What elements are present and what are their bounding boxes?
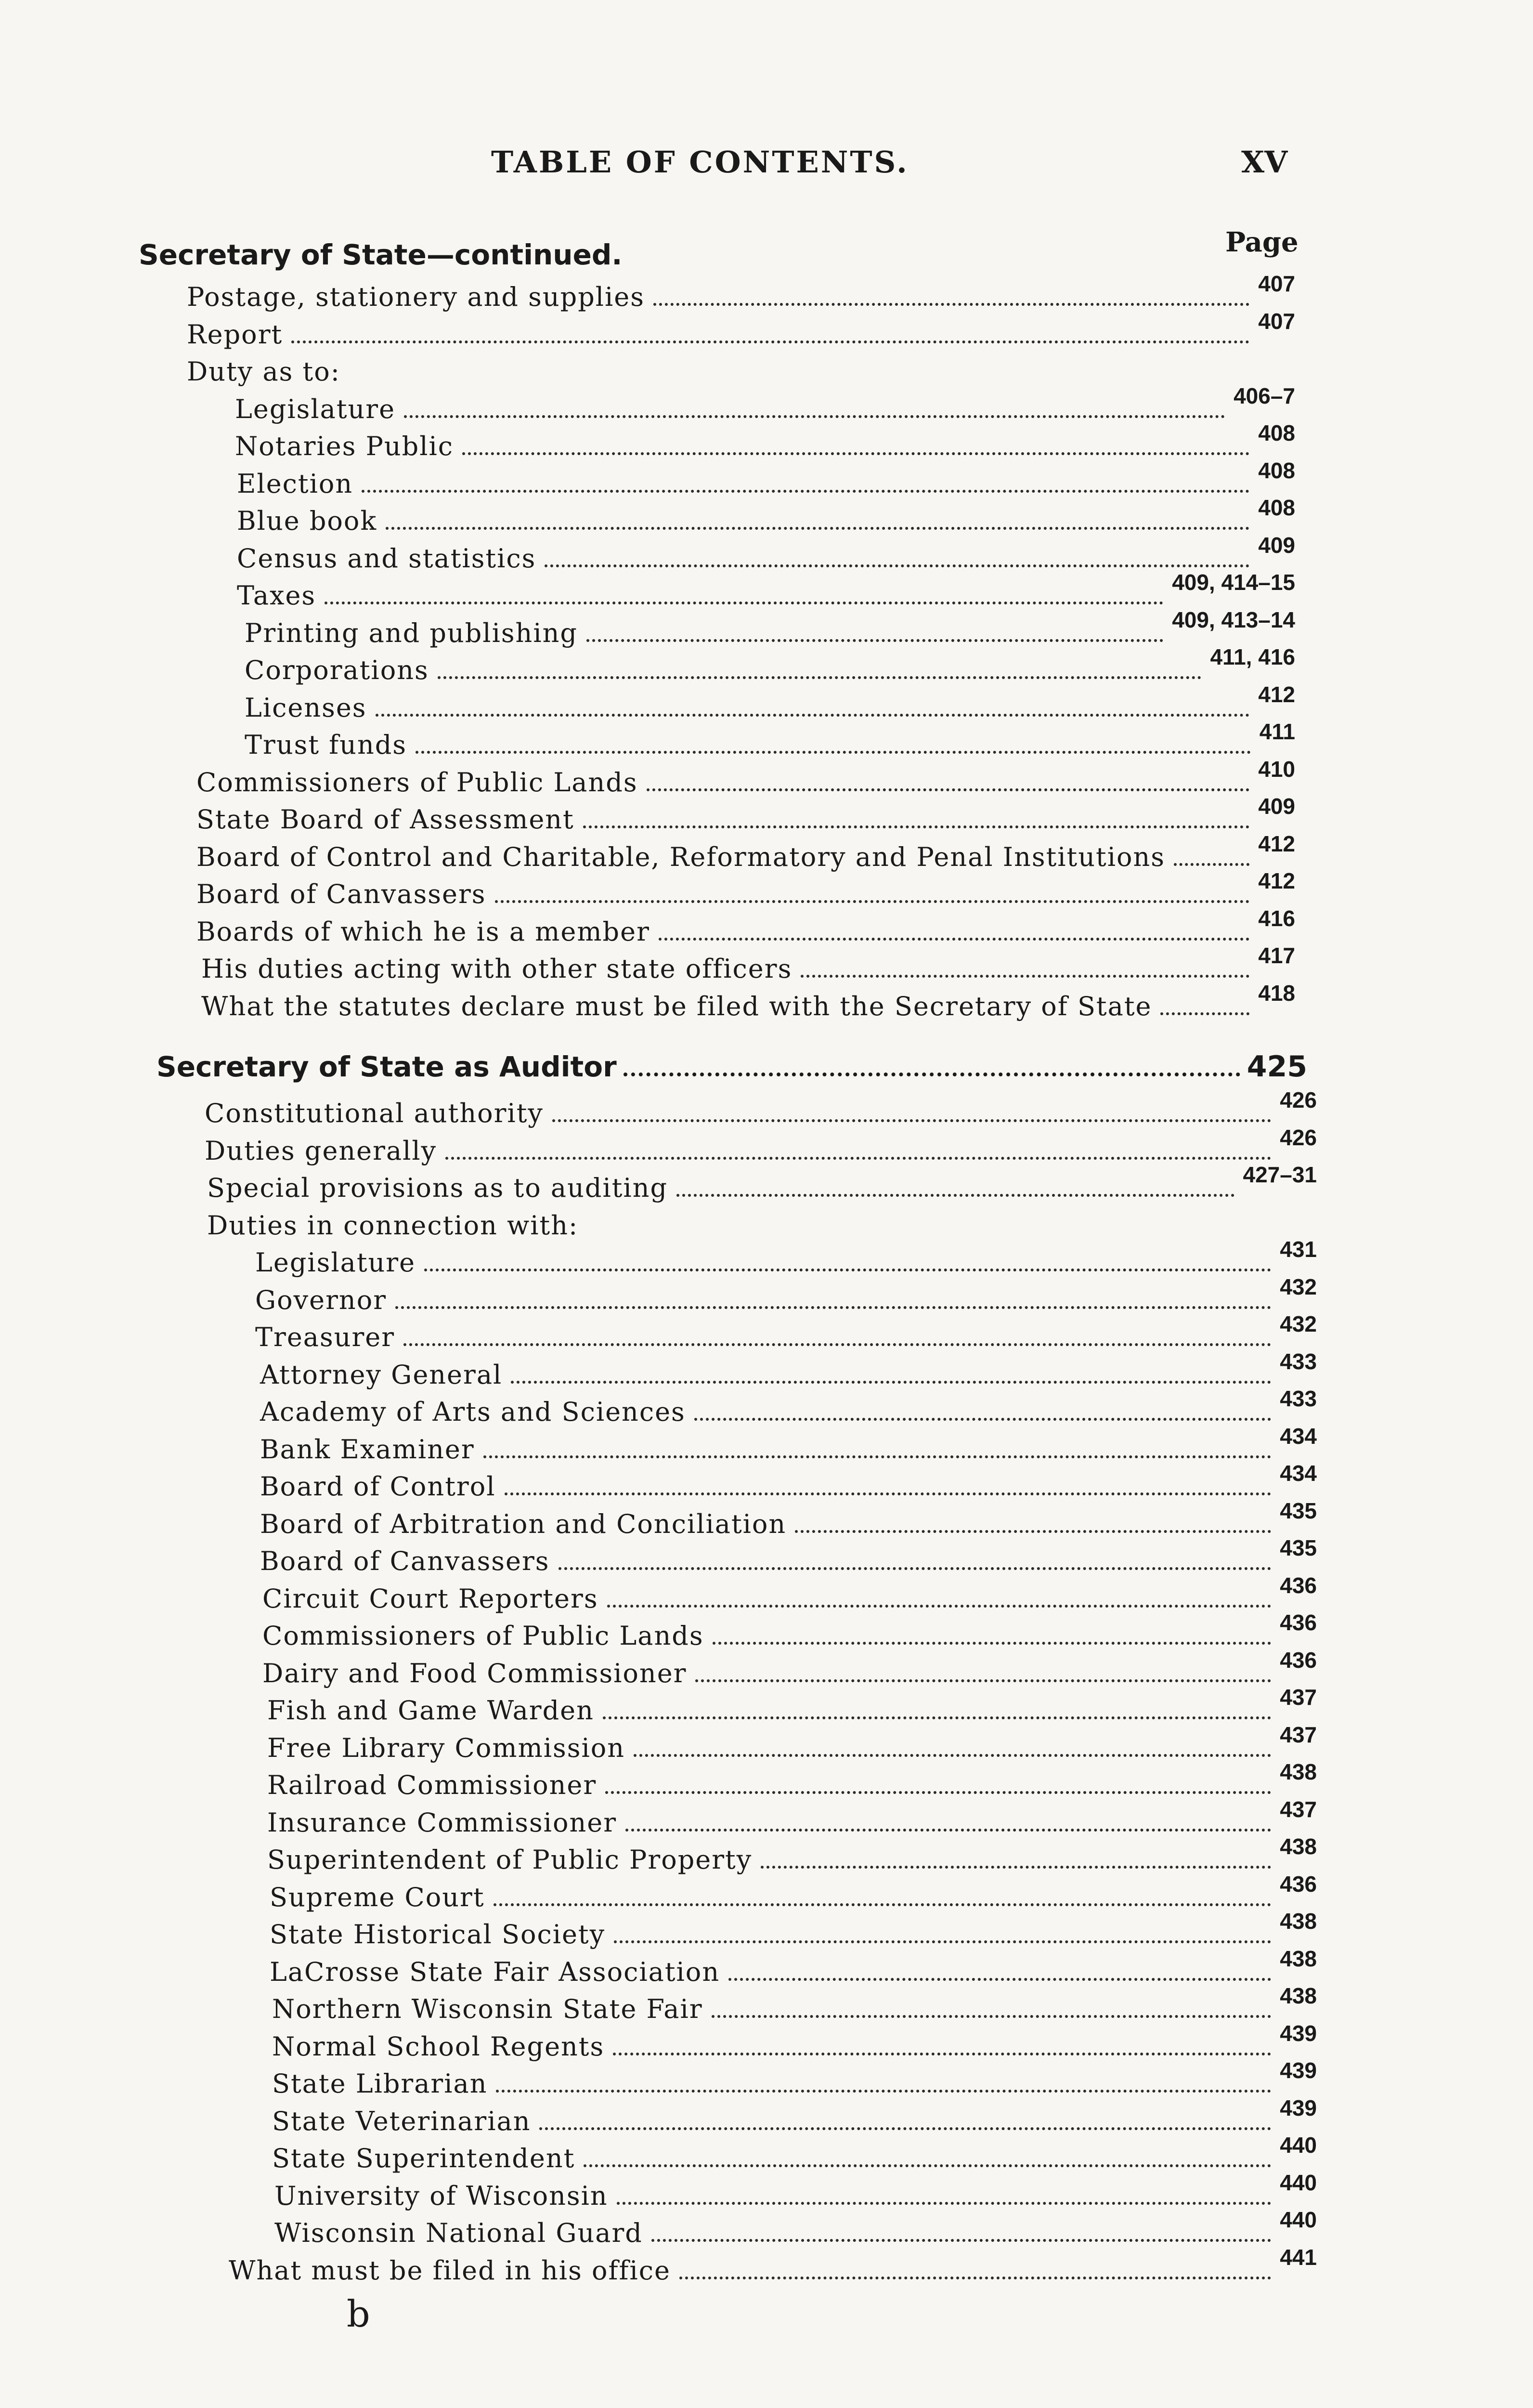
- toc-entry: [207, 1162, 1317, 1209]
- entry-label: State Superintendent: [272, 2143, 575, 2173]
- entry-label: Dairy and Food Commissioner: [262, 1658, 687, 1688]
- entry-label: Board of Arbitration and Conciliation: [260, 1509, 787, 1539]
- toc-entry: [272, 1983, 1317, 2030]
- entry-page: 440: [1280, 2170, 1317, 2195]
- entry-page: 417: [1258, 943, 1295, 968]
- entry-label: Board of Control: [260, 1471, 496, 1502]
- entry-page: 438: [1280, 1983, 1317, 2008]
- section-heading-label: Secretary of State as Auditor: [156, 1050, 617, 1083]
- entry-page: 418: [1258, 981, 1295, 1006]
- dot-leader: [584, 2164, 1271, 2167]
- entry-page: 440: [1280, 2133, 1317, 2158]
- entry-label: LaCrosse State Fair Association: [270, 1957, 720, 1987]
- dot-leader: [712, 2015, 1272, 2018]
- entry-label: Railroad Commissioner: [267, 1770, 597, 1800]
- dot-leader: [416, 751, 1251, 754]
- entry-label: Academy of Arts and Sciences: [260, 1397, 686, 1427]
- dot-leader: [462, 452, 1249, 455]
- toc-entry: [272, 2095, 1317, 2143]
- dot-leader: [376, 714, 1250, 717]
- entry-page: 409: [1258, 533, 1295, 558]
- dot-leader: [625, 1829, 1271, 1832]
- entry-label: Supreme Court: [270, 1882, 485, 1912]
- toc-entry: [187, 271, 1295, 318]
- dot-leader: [605, 1791, 1271, 1794]
- dot-leader: [653, 303, 1249, 306]
- entry-page: 427–31: [1243, 1162, 1317, 1187]
- toc-entry: [237, 533, 1295, 580]
- entry-page: 411, 416: [1210, 644, 1295, 669]
- dot-leader: [291, 340, 1249, 343]
- toc-entry: [201, 943, 1295, 990]
- entry-page: 432: [1280, 1311, 1317, 1336]
- entry-label: What must be filed in his office: [229, 2255, 671, 2286]
- toc-entry: [196, 757, 1295, 804]
- dot-leader: [545, 564, 1249, 567]
- dot-leader: [483, 1455, 1272, 1458]
- toc-entry: [237, 495, 1295, 542]
- toc-entry: [255, 1237, 1317, 1284]
- toc-entry: [237, 570, 1295, 617]
- dot-leader: [586, 639, 1163, 642]
- toc-entry: [272, 2021, 1317, 2068]
- dot-leader: [634, 1754, 1271, 1757]
- entry-page: 407: [1258, 309, 1295, 334]
- entry-label: What the statutes declare must be filed with the Secretary of State: [201, 991, 1152, 1021]
- entry-page: 426: [1280, 1125, 1317, 1150]
- entry-page: 412: [1258, 682, 1295, 707]
- entry-page: 437: [1280, 1722, 1317, 1747]
- toc-entry: [196, 794, 1295, 841]
- toc-entry: [201, 981, 1295, 1028]
- dot-leader: [445, 1157, 1271, 1160]
- entry-label: Normal School Regents: [272, 2031, 605, 2062]
- signature-mark: b: [347, 2292, 370, 2335]
- toc-entry: [235, 420, 1295, 468]
- dot-leader: [362, 490, 1249, 493]
- entry-page: 412: [1258, 868, 1295, 893]
- entry-label: Governor: [255, 1285, 387, 1315]
- entry-label: Census and statistics: [237, 543, 536, 574]
- dot-leader: [679, 2277, 1271, 2279]
- dot-leader: [614, 1940, 1271, 1943]
- entry-label: Superintendent of Public Property: [267, 1845, 753, 1875]
- entry-label: State Librarian: [272, 2068, 488, 2099]
- entry-label: Corporations: [245, 655, 429, 685]
- dot-leader: [494, 1903, 1272, 1906]
- entry-label: Special provisions as to auditing: [207, 1173, 668, 1203]
- entry-page: 433: [1280, 1349, 1317, 1374]
- entry-page: 412: [1258, 831, 1295, 856]
- toc-entry: [245, 719, 1295, 766]
- entry-label: Commissioners of Public Lands: [262, 1621, 704, 1651]
- entry-label: State Veterinarian: [272, 2106, 531, 2136]
- section-heading: Secretary of State—continued.: [139, 238, 623, 271]
- dot-leader: [659, 938, 1249, 941]
- toc-entry: [187, 309, 1295, 356]
- entry-label: Blue book: [237, 506, 377, 536]
- section-heading: [156, 1050, 1307, 1084]
- entry-label: Duties generally: [205, 1136, 437, 1166]
- entry-page: 411: [1259, 719, 1295, 744]
- toc-entry: [270, 1909, 1317, 1956]
- entry-page: 435: [1280, 1498, 1317, 1523]
- entry-page: 408: [1258, 420, 1295, 445]
- entry-label: Attorney General: [260, 1360, 503, 1390]
- entry-page: 438: [1280, 1909, 1317, 1934]
- dot-leader: [403, 1343, 1271, 1346]
- dot-leader: [613, 2053, 1271, 2055]
- entry-label: Insurance Commissioner: [267, 1807, 617, 1838]
- section-heading-page: 425: [1247, 1050, 1307, 1084]
- toc-entry: [260, 1424, 1317, 1471]
- entry-page: 436: [1280, 1573, 1317, 1598]
- dot-leader: [424, 1269, 1271, 1271]
- entry-page: 439: [1280, 2095, 1317, 2120]
- entry-page: 439: [1280, 2058, 1317, 2083]
- toc-entry: [205, 1125, 1317, 1172]
- entry-page: 408: [1258, 495, 1295, 520]
- toc-entry: [237, 458, 1295, 505]
- entry-label: Legislature: [235, 394, 396, 424]
- dot-leader: [617, 2202, 1272, 2205]
- dot-leader: [552, 1119, 1271, 1122]
- dot-leader: [539, 2127, 1271, 2130]
- toc-entry: [260, 1535, 1317, 1583]
- dot-leader: [496, 2090, 1271, 2093]
- toc-entry: [196, 868, 1295, 916]
- running-title: TABLE OF CONTENTS.: [491, 144, 909, 180]
- toc-entry: [267, 1685, 1317, 1732]
- entry-page: 438: [1280, 1759, 1317, 1784]
- toc-entry: [245, 682, 1295, 729]
- entry-label: Report: [187, 319, 283, 350]
- toc-entry: [262, 1573, 1317, 1620]
- dot-leader: [1174, 863, 1249, 866]
- toc-entry: [274, 2207, 1317, 2254]
- entry-page: 436: [1280, 1871, 1317, 1897]
- entry-label: Printing and publishing: [245, 618, 578, 648]
- entry-page: 437: [1280, 1797, 1317, 1822]
- toc-entry: [274, 2170, 1317, 2217]
- dot-leader: [1160, 1012, 1249, 1015]
- toc-entry: [272, 2133, 1317, 2180]
- entry-label: Board of Canvassers: [260, 1546, 550, 1576]
- entry-page: 416: [1258, 906, 1295, 931]
- toc-entry: [255, 1274, 1317, 1322]
- entry-page: 434: [1280, 1424, 1317, 1449]
- entry-page: 434: [1280, 1461, 1317, 1486]
- toc-entry: [272, 2058, 1317, 2105]
- entry-label: Licenses: [245, 693, 367, 723]
- entry-label: Legislature: [255, 1247, 416, 1278]
- entry-page: 431: [1280, 1237, 1317, 1262]
- dot-leader: [801, 975, 1249, 978]
- entry-page: 409, 413–14: [1172, 607, 1295, 632]
- toc-entry: [262, 1610, 1317, 1657]
- toc-entry: [260, 1349, 1317, 1396]
- dot-leader: [728, 1978, 1271, 1981]
- entry-label: Circuit Court Reporters: [262, 1584, 598, 1614]
- entry-page: 438: [1280, 1834, 1317, 1859]
- dot-leader: [647, 788, 1250, 791]
- toc-entry: [270, 1946, 1317, 1993]
- entry-page: 438: [1280, 1946, 1317, 1971]
- entry-label: Trust funds: [245, 730, 407, 760]
- entry-label: State Board of Assessment: [196, 804, 574, 835]
- entry-page: 433: [1280, 1386, 1317, 1411]
- entry-page: 409, 414–15: [1172, 570, 1295, 595]
- dot-leader: [325, 602, 1163, 604]
- entry-page: 440: [1280, 2207, 1317, 2232]
- entry-label: Duty as to:: [187, 356, 340, 387]
- toc-entry: [187, 356, 1295, 393]
- toc-entry: [267, 1834, 1317, 1881]
- entry-page: 439: [1280, 2021, 1317, 2046]
- entry-label: Commissioners of Public Lands: [196, 767, 638, 798]
- toc-entry: [262, 1648, 1317, 1695]
- entry-label: Boards of which he is a member: [196, 916, 650, 947]
- toc-entry: [267, 1722, 1317, 1769]
- toc-entry: [260, 1498, 1317, 1545]
- dot-leader: [676, 1194, 1234, 1197]
- entry-label: Fish and Game Warden: [267, 1695, 594, 1726]
- toc-entry: [229, 2245, 1317, 2292]
- dot-leader: [694, 1418, 1272, 1421]
- page-number: XV: [1241, 144, 1288, 180]
- entry-page: 437: [1280, 1685, 1317, 1710]
- toc-entry: [207, 1210, 1317, 1247]
- entry-label: His duties acting with other state officers: [201, 954, 792, 984]
- dot-leader: [624, 1073, 1240, 1076]
- entry-label: Postage, stationery and supplies: [187, 282, 645, 312]
- entry-label: Free Library Commission: [267, 1733, 625, 1763]
- entry-label: Constitutional authority: [205, 1098, 544, 1128]
- toc-entry: [196, 831, 1295, 878]
- toc-entry: [267, 1759, 1317, 1806]
- page-column-label: Page: [1225, 226, 1299, 258]
- entry-page: 436: [1280, 1610, 1317, 1635]
- toc-entry: [245, 644, 1295, 692]
- entry-label: Treasurer: [255, 1322, 395, 1352]
- entry-page: 409: [1258, 794, 1295, 819]
- dot-leader: [511, 1381, 1271, 1384]
- entry-label: State Historical Society: [270, 1919, 606, 1950]
- entry-page: 426: [1280, 1087, 1317, 1112]
- entry-label: Notaries Public: [235, 431, 454, 461]
- toc-entry: [235, 383, 1295, 431]
- dot-leader: [713, 1642, 1272, 1645]
- toc-entry: [260, 1386, 1317, 1433]
- dot-leader: [761, 1866, 1271, 1869]
- entry-label: Board of Canvassers: [196, 879, 486, 909]
- entry-page: 407: [1258, 271, 1295, 296]
- dot-leader: [695, 1679, 1271, 1682]
- entry-page: 432: [1280, 1274, 1317, 1299]
- entry-label: Board of Control and Charitable, Reformatory and Penal Institutions: [196, 842, 1166, 872]
- entry-page: 406–7: [1234, 383, 1295, 408]
- dot-leader: [395, 1306, 1271, 1309]
- dot-leader: [583, 825, 1250, 828]
- dot-leader: [404, 415, 1225, 418]
- entry-page: 441: [1280, 2245, 1317, 2270]
- dot-leader: [651, 2239, 1271, 2242]
- toc-entry: [245, 607, 1295, 654]
- entry-page: 410: [1258, 757, 1295, 782]
- toc-entry: [205, 1087, 1317, 1135]
- dot-leader: [603, 1716, 1271, 1719]
- toc-entry: [196, 906, 1295, 953]
- dot-leader: [607, 1605, 1272, 1608]
- dot-leader: [795, 1530, 1271, 1533]
- entry-label: Election: [237, 469, 353, 499]
- entry-label: Wisconsin National Guard: [274, 2218, 643, 2248]
- entry-label: University of Wisconsin: [274, 2181, 608, 2211]
- toc-entry: [260, 1461, 1317, 1508]
- entry-label: Northern Wisconsin State Fair: [272, 1994, 703, 2024]
- dot-leader: [505, 1492, 1272, 1495]
- dot-leader: [438, 676, 1202, 679]
- entry-page: 408: [1258, 458, 1295, 483]
- toc-entry: [270, 1871, 1317, 1919]
- toc-entry: [255, 1311, 1317, 1359]
- entry-page: 435: [1280, 1535, 1317, 1560]
- toc-entry: [267, 1797, 1317, 1844]
- dot-leader: [386, 527, 1249, 530]
- dot-leader: [559, 1567, 1272, 1570]
- dot-leader: [495, 900, 1250, 903]
- entry-label: Duties in connection with:: [207, 1210, 579, 1241]
- entry-label: Taxes: [237, 580, 316, 611]
- entry-page: 436: [1280, 1648, 1317, 1673]
- entry-label: Bank Examiner: [260, 1434, 475, 1465]
